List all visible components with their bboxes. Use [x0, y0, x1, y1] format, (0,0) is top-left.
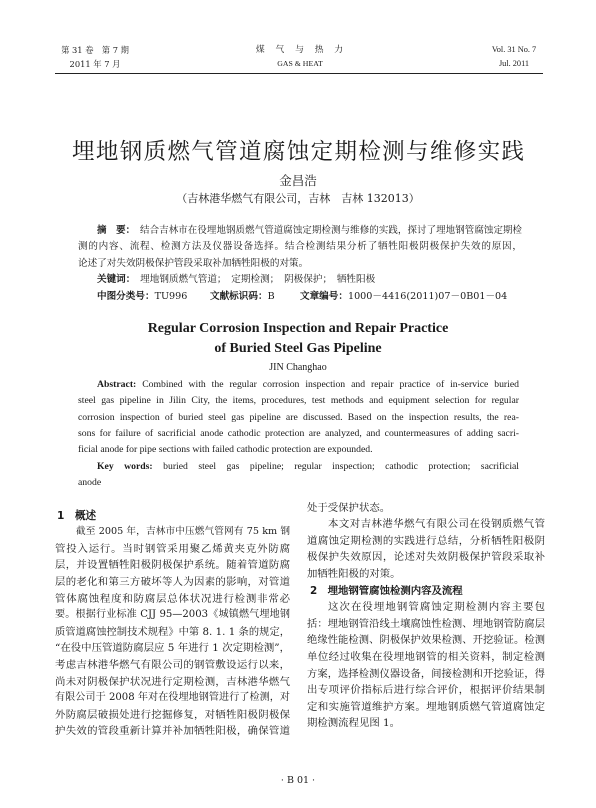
document-code-label: 文献标识码： [210, 291, 268, 303]
paragraph-line: 护失效的管段重新计算并补加牺牲阳极，确保管道 [55, 725, 290, 738]
paragraph-line: 截至 2005 年，吉林市中压燃气管网有 75 km 钢 [76, 526, 290, 538]
date-cn: 2011 年 7 月 [69, 59, 121, 69]
clc-label: 中图分类号： [97, 291, 155, 303]
paragraph-line: 处于受保护状态。 [307, 501, 391, 514]
body-column-left [55, 508, 290, 740]
article-number-value: 1000－4416(2011)07－0B01－04 [347, 291, 508, 303]
section-heading-2: 2 埋地钢管腐蚀检测内容及流程 [310, 584, 463, 597]
abstract-en-line: steel gas pipeline in Jilin City, the items, procedures, test methods and equipment selection for regular [78, 395, 519, 407]
author-en: JIN Changhao [269, 362, 327, 373]
abstract-en-line: ficial anode for pipe sections with failed cathodic protection are expounded. [78, 444, 373, 456]
title-en-line-1: Regular Corrosion Inspection and Repair Practice [147, 321, 449, 336]
abstract-en-label: Abstract: [97, 378, 137, 390]
paragraph-line: 绝缘性能检测、阴极保护效果检测、开挖验证。检测 [307, 634, 545, 647]
document-code [210, 289, 275, 306]
abstract-en-line [97, 377, 519, 393]
title-en-line-2: of Buried Steel Gas Pipeline [214, 341, 382, 356]
abstract-cn-line: 测的内容、流程、检测方法及仪器设备选择。结合检测结果分析了牺牲阳极阴极保护失效的原因， [78, 241, 522, 253]
volume-issue-cn: 第 31 卷 第 7 期 [61, 45, 129, 55]
keywords-cn [97, 272, 522, 289]
keywords-cn-text: 埋地钢质燃气管道； 定期检测； 阴极保护； 牺牲阳极 [130, 274, 376, 286]
title-cn: 埋地钢质燃气管道腐蚀定期检测与维修实践 [72, 139, 524, 165]
paragraph-line: 道腐蚀定期检测的实践进行总结，分析牺牲阳极阴 [307, 534, 545, 547]
abstract-cn-line: 论述了对失效阴极保护管段采取补加牺牲阳极的对策。 [78, 257, 309, 269]
keywords-en-label: Key words: [97, 460, 153, 472]
article-number [300, 289, 507, 306]
abstract-en-text: Combined with the regular corrosion inspection and repair practice of in-service buried [136, 378, 519, 390]
paragraph-line: 管体腐蚀程度和防腐层总体状况进行检测非常必 [55, 592, 290, 605]
keywords-en [97, 459, 519, 475]
clc-number [97, 289, 187, 306]
paragraph-line: 有限公司于 2008 年对在役埋地钢管进行了检测，对 [55, 692, 290, 704]
paragraph-line: 本文对吉林港华燃气有限公司在役钢质燃气管 [328, 518, 545, 531]
abstract-cn-text: 结合吉林市在役埋地钢质燃气管道腐蚀定期检测与维修的实践，探讨了埋地钢管腐蚀定期检 [130, 224, 522, 236]
paragraph-line: 要。根据行业标准 CJJ 95—2003《城镇燃气埋地钢 [55, 609, 290, 621]
header-right [480, 43, 548, 71]
date-en: Jul. 2011 [498, 59, 530, 68]
paragraph-line: 期检测流程见图 1。 [307, 717, 401, 730]
header-left [53, 43, 137, 71]
document-code-value: B [267, 291, 275, 303]
author-cn: 金昌浩 [279, 173, 317, 188]
abstract-cn-label: 摘 要： [97, 224, 131, 236]
volume-issue-en: Vol. 31 No. 7 [491, 45, 537, 54]
paragraph-line: 极保护失效原因，论述对失效阴极保护管段采取补 [307, 551, 545, 564]
paragraph-line: 管投入运行。当时钢管采用聚乙烯黄夹克外防腐 [55, 542, 290, 555]
abstract-en [78, 377, 519, 492]
paragraph-line: 出专项评价指标后进行综合评价，根据评价结果制 [307, 684, 545, 697]
paragraph-line: 单位经过收集在役埋地钢管的相关资料，制定检测 [307, 651, 545, 664]
keywords-en-text: buried steel gas pipeline; regular inspection; cathodic protection; sacrificial [152, 460, 519, 472]
header-rule [55, 73, 543, 74]
paragraph-line: 这次在役埋地钢管腐蚀定期检测内容主要包 [328, 601, 545, 614]
section-heading-1: 1 概述 [57, 509, 97, 522]
journal-name-en: GAS & HEAT [277, 59, 323, 68]
affiliation-cn: （吉林港华燃气有限公司，吉林 吉林 132013） [176, 192, 420, 205]
abstract-cn [78, 223, 522, 306]
abstract-en-line: corrosion inspection of buried steel gas pipeline are discussed. Based on the inspection results, the rea- [78, 411, 519, 423]
paragraph-line: 层，并设置牺牲阳极阴极保护系统。随着管道防腐 [55, 559, 290, 572]
journal-name-cn: 煤 气 与 热 力 [255, 45, 345, 55]
paragraph-line: 考虑吉林港华燃气有限公司的钢管敷设运行以来， [55, 659, 290, 672]
body-column-right [307, 500, 545, 732]
paragraph-line: 质管道腐蚀控制技术规程》中第 8. 1. 1 条的规定， [55, 625, 290, 638]
paragraph-line: 尚未对阴极保护状况进行定期检测，吉林港华燃气 [55, 675, 290, 688]
paragraph-line: 层的老化和第三方破坏等人为因素的影响，对管道 [55, 576, 290, 589]
paragraph-line: 外防腐层破损处进行挖掘修复，对牺牲阳极阴极保 [55, 708, 290, 721]
paragraph-line: 定和实施管道维护方案。埋地钢质燃气管道腐蚀定 [307, 700, 545, 713]
paragraph-line: 加牺牲阳极的对策。 [307, 568, 401, 581]
paragraph-line: 方案，选择检测仪器设备，间接检测和开挖验证，得 [307, 667, 545, 680]
keywords-cn-label: 关键词： [97, 274, 131, 286]
abstract-cn-line [97, 223, 522, 240]
clc-value: TU996 [154, 291, 188, 303]
page-number: · B 01 · [280, 775, 316, 786]
paragraph-line: “在役中压管道防腐层应 5 年进行 1 次定期检测”， [55, 642, 290, 655]
keywords-en-line: anode [78, 477, 102, 489]
article-number-label: 文章编号： [300, 291, 348, 303]
classification-row [78, 289, 522, 306]
header-center [240, 43, 360, 71]
paragraph-line: 括：埋地钢管沿线土壤腐蚀性检测、埋地钢管防腐层 [307, 617, 545, 630]
abstract-en-line: sons for failure of sacrificial anode cathodic protection are analyzed, and countermeasures of adding sacri- [78, 427, 519, 439]
